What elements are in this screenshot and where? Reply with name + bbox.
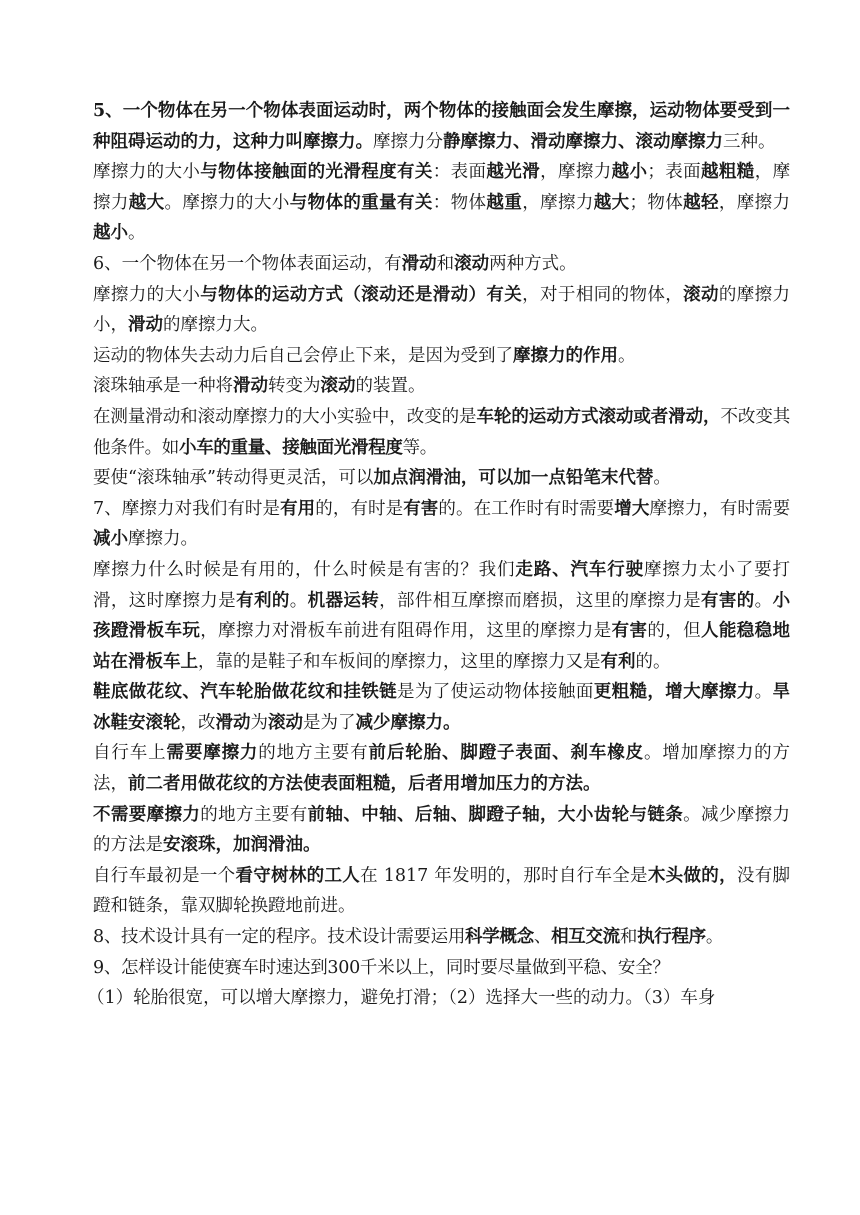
text-run: ，摩擦力 [522,192,594,213]
bold-text-run: 摩擦力的作用 [513,345,618,366]
text-run: ，对于相同的物体， [522,284,684,305]
text-run: 。 [289,590,308,611]
text-run: 。摩擦力的大小 [164,192,290,213]
text-run: 。减少摩擦力的方法是 [93,804,791,856]
bold-text-run: 减少摩擦力。 [355,712,461,733]
bold-text-run: 机器运转 [307,590,380,611]
bold-text-run: 静摩擦力、滑动摩擦力、滚动摩擦力 [443,131,723,152]
bold-text-run: 滚动 [454,253,490,274]
text-run: 摩擦力的大小 [93,284,201,305]
text-run: 滚珠轴承是一种将 [93,376,233,397]
paragraph [93,953,790,984]
bold-text-run: 前二者用做花纹的方法使表面粗糙，后者用增加压力的方法。 [128,774,601,795]
paragraph [93,280,790,341]
bold-text-run: 减小 [93,529,128,550]
bold-text-run: 有用 [280,498,316,519]
bold-text-run: 有害的 [701,590,755,611]
text-run: ，靠的是鞋子和车板间的摩擦力，这里的摩擦力又是 [198,651,601,672]
text-run: 没有脚蹬和链条，靠双脚轮换蹬地前进。 [93,865,791,917]
text-run: 的地方主要有 [200,804,308,825]
text-run: 的。在工作时有时需要 [438,498,615,519]
paragraph [93,463,790,494]
bold-text-run: 越小 [93,223,128,244]
bold-text-run: 与物体接触面的光滑程度有关 [200,162,433,183]
paragraph [93,249,790,280]
paragraph [93,861,790,922]
text-run: 。 [653,468,671,489]
text-run: 的装置。 [355,376,426,397]
bold-text-run: 有利的 [236,590,290,611]
text-run: 是为了使运动物体接触面 [397,682,594,703]
text-run: ；表面 [647,162,702,183]
bold-text-run: 前后轮胎、脚蹬子表面、刹车橡皮 [368,743,644,764]
bold-text-run: 越小 [611,162,648,183]
text-run: 摩擦力的大小 [93,162,201,183]
text-run: 。 [618,345,636,366]
bold-text-run: 滑动 [401,253,437,274]
paragraph [93,555,790,677]
text-run: 8、技术设计具有一定的程序。技术设计需要运用 [93,927,466,948]
text-run: 是为了 [303,712,356,733]
bold-text-run: 小孩蹬滑板车玩 [93,590,791,642]
text-run: ：物体 [432,192,487,213]
text-run: 摩擦力，有时需要 [649,498,791,519]
text-run: 三种。 [723,131,776,152]
bold-text-run: 滑动 [215,712,251,733]
bold-text-run: 滚动 [268,712,303,733]
paragraph [93,677,790,738]
text-run: ，部件相互摩擦而磨损，这里的摩擦力是 [379,590,702,611]
text-run: 摩擦力分 [373,131,443,152]
text-run: 两种方式。 [489,253,577,274]
bold-text-run: 更粗糙，增大摩擦力 [593,682,755,703]
paragraph [93,371,790,402]
text-run: ，摩擦力对滑板车前进有阻碍作用，这里的摩擦力是 [200,621,612,642]
bold-text-run: 人能稳稳地站在滑板车上 [93,621,791,672]
bold-text-run: 有害 [403,498,439,519]
bold-text-run: 越大 [128,192,165,213]
bold-text-run: 与物体的重量有关 [289,192,433,213]
text-run: ：表面 [432,162,487,183]
text-run: 运动的物体失去动力后自己会停止下来，是因为受到了 [93,345,513,366]
bold-text-run: 越大 [593,192,630,213]
bold-text-run: 有害 [611,621,648,642]
text-run: ，摩擦力 [718,192,791,213]
bold-text-run: 越粗糙 [701,162,755,183]
bold-text-run: 不需要摩擦力 [93,804,201,825]
document-page [87,96,791,1014]
text-run: 的，但 [647,621,701,642]
text-run: 的摩擦力小， [93,284,791,336]
text-run: ，摩擦力 [93,162,791,213]
text-run: 、 [533,927,552,948]
bold-text-run: 安滚珠，加润滑油。 [163,835,321,856]
text-run: ，改 [180,712,216,733]
bold-text-run: 走路、汽车行驶 [515,559,644,580]
text-run: 9、怎样设计能使赛车时速达到300千米以上，同时要尽量做到平稳、安全？ [93,957,670,978]
text-run: 在测量滑动和滚动摩擦力的大小实验中，改变的是 [93,406,477,427]
text-run: 摩擦力太小了要打滑，这时摩擦力是 [93,559,791,611]
bold-text-run: 越光滑 [486,162,541,183]
paragraph [93,922,790,953]
bold-text-run: 越重 [486,192,523,213]
paragraph [93,800,790,861]
text-run: 。增加摩擦力的方法， [93,743,791,795]
bold-text-run: 相互交流 [551,927,620,948]
text-run: 7、摩擦力对我们有时是 [93,498,281,519]
bold-text-run: 5、一个物体在另一个物体表面运动时，两个物体的接触面会发生摩擦，运动物体要受到一种阻碍运动的力，这种力叫摩擦力。 [93,101,790,152]
bold-text-run: 有利 [600,651,636,672]
bold-text-run: 看守树林的工人 [235,865,361,886]
bold-text-run: 与物体的运动方式（滚动还是滑动）有关 [200,284,523,305]
text-run: 在 1817 年发明的，那时自行车全是 [360,865,648,886]
text-run: 。 [754,682,773,703]
text-run: 6、一个物体在另一个物体表面运动，有 [93,253,402,274]
text-run: 的地方主要有 [258,743,369,764]
text-run: 和 [436,253,455,274]
text-run: 。 [754,590,773,611]
bold-text-run: 旱冰鞋安滚轮 [93,682,791,733]
text-run: 的摩擦力大。 [163,315,268,336]
text-run: 自行车上 [93,743,167,764]
bold-text-run: 鞋底做花纹、汽车轮胎做花纹和挂铁链 [93,682,397,703]
bold-text-run: 木头做的， [647,865,737,886]
text-run: 。 [128,223,146,244]
bold-text-run: 执行程序 [637,927,706,948]
text-run: ，摩擦力 [540,162,612,183]
bold-text-run: 前轴、中轴、后轴、脚蹬子轴，大小齿轮与链条 [307,804,684,825]
paragraph [93,738,790,799]
bold-text-run: 小车的重量、接触面光滑程度 [179,437,403,458]
text-run: 等。 [402,437,438,458]
paragraph [93,157,790,249]
text-run: 。 [705,927,724,948]
paragraph [93,96,790,157]
text-run: 不改变其他条件。如 [93,406,790,458]
bold-text-run: 车轮的运动方式滚动或者滑动， [476,406,721,427]
bold-text-run: 滚动 [320,376,356,397]
bold-text-run: 滑动 [233,376,268,397]
paragraph [93,402,790,463]
text-run: 为 [250,712,268,733]
text-run: 的，有时是 [315,498,404,519]
paragraph [93,341,790,372]
bold-text-run: 科学概念 [465,927,534,948]
paragraph [93,494,790,555]
text-run: 和 [619,927,638,948]
text-run: （1）轮胎很宽，可以增大摩擦力，避免打滑；（2）选择大一些的动力。（3）车身 [87,988,716,1009]
text-run: ；物体 [629,192,684,213]
bold-text-run: 滚动 [683,284,719,305]
text-run: 摩擦力什么时候是有用的，什么时候是有害的？我们 [93,559,516,580]
text-run: 自行车最初是一个 [93,865,236,886]
bold-text-run: 增大 [614,498,650,519]
text-run: 摩擦力。 [128,529,198,550]
paragraph [87,983,790,1014]
bold-text-run: 需要摩擦力 [166,743,259,764]
bold-text-run: 滑动 [128,315,163,336]
text-run: 的。 [635,651,671,672]
text-run: 要使“滚珠轴承”转动得更灵活，可以 [93,468,374,489]
bold-text-run: 加点润滑油，可以加一点铅笔末代替 [373,468,654,489]
text-run: 转变为 [268,376,321,397]
bold-text-run: 越轻 [683,192,719,213]
